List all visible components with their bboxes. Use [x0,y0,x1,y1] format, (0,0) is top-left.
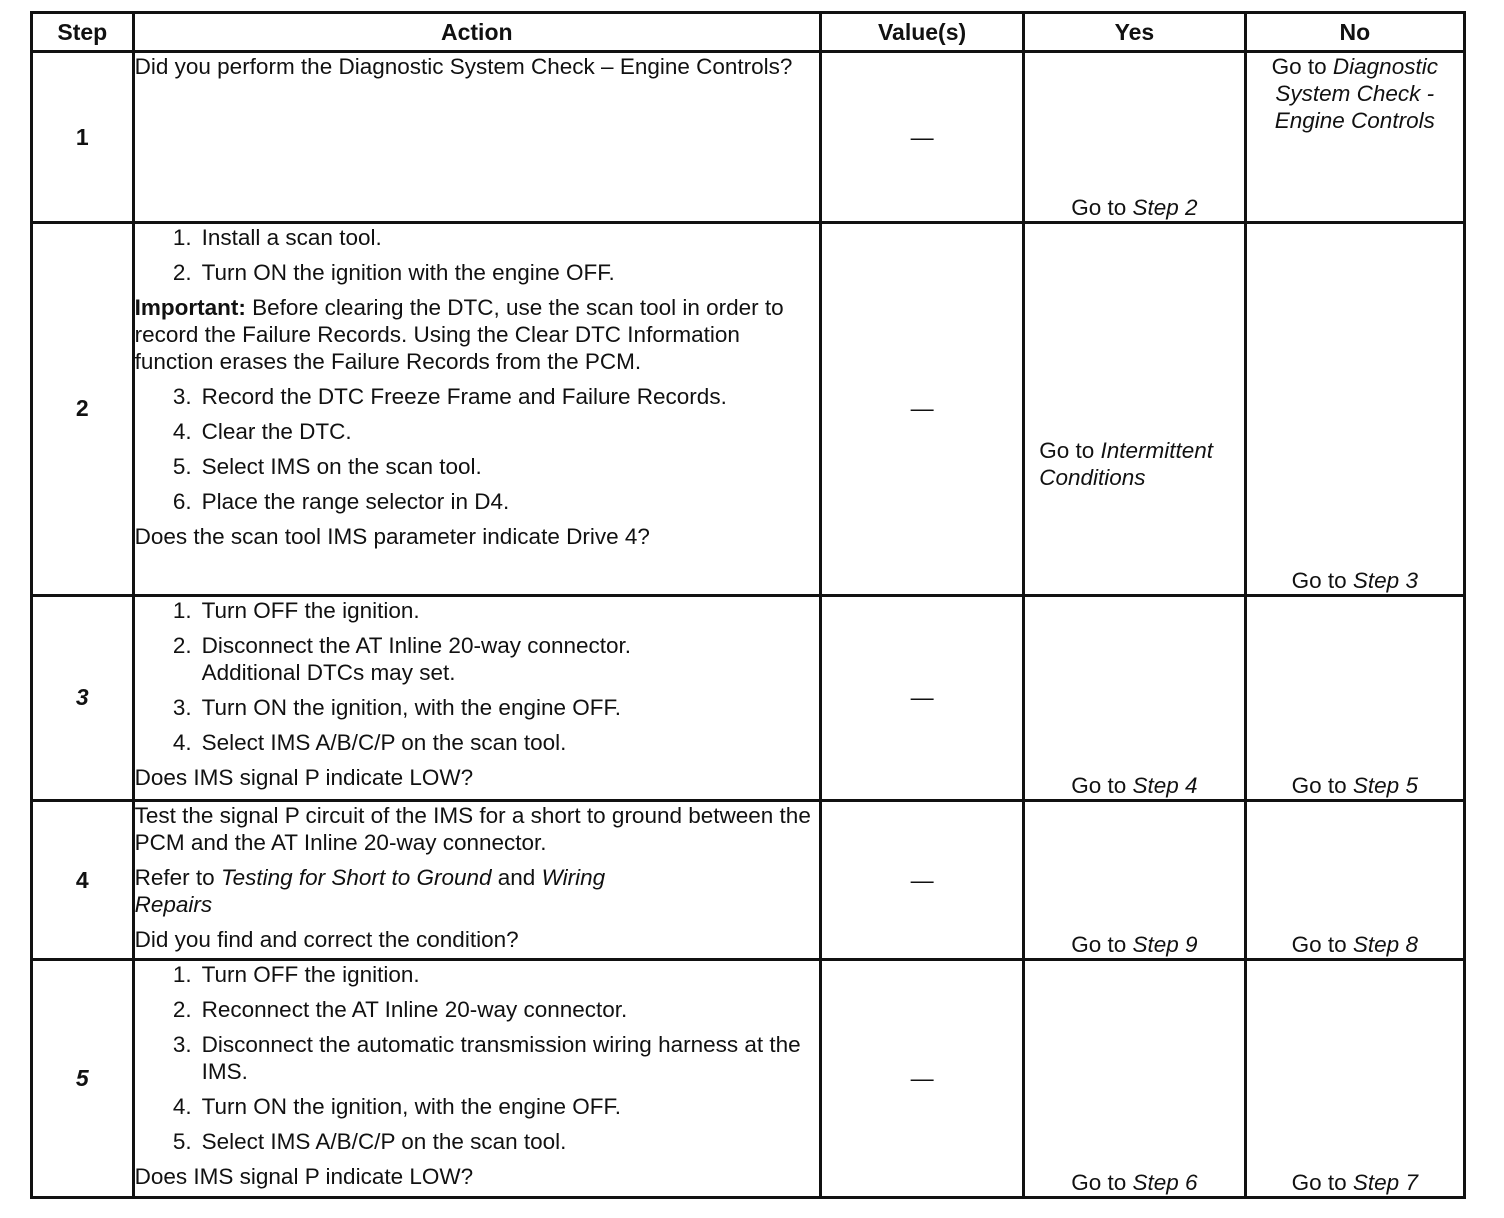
list-item: 4 . Clear the DTC. [135,418,819,445]
value-cell: — [820,960,1023,1198]
header-yes: Yes [1024,13,1245,52]
step-number: 4 [32,801,134,960]
no-cell[interactable] [1245,595,1464,800]
yes-prefix: Go to [1071,932,1127,958]
yes-prefix: Go to [1039,437,1095,463]
no-target-link[interactable]: Step 3 [1352,567,1418,593]
refer-line [135,864,819,918]
refer-link-short-to-ground[interactable]: Testing for Short to Ground [220,865,492,891]
table-row-step-5 [32,960,1465,1198]
list-item: 2 . Reconnect the AT Inline 20-way connector. [135,996,819,1023]
action-question: Did you perform the Diagnostic System Check – Engine Controls? [134,54,793,79]
header-no: No [1245,13,1464,52]
step-number: 2 [32,223,134,596]
yes-cell[interactable] [1024,595,1245,800]
list-item: 1 . Install a scan tool. [135,224,819,251]
table-row-step-3 [32,595,1465,800]
diagnostic-table [30,11,1466,1199]
table-row-step-2 [32,223,1465,596]
no-target-link[interactable]: Diagnostic System Check - Engine Controls [1274,54,1438,133]
header-action: Action [133,13,820,52]
list-item: 2 . Turn ON the ignition with the engine OFF. [135,259,819,286]
yes-target-link[interactable]: Step 6 [1132,1170,1198,1195]
list-item: 3 . Record the DTC Freeze Frame and Failure Records. [135,383,819,410]
step-number: 5 [32,960,134,1198]
list-item: 6 . Place the range selector in D4. [135,488,819,515]
no-prefix: Go to [1291,1170,1347,1195]
action-cell [133,960,820,1198]
header-row [32,13,1465,52]
action-question: Does IMS signal P indicate LOW? [134,764,474,790]
no-cell[interactable] [1245,223,1464,596]
yes-cell[interactable] [1024,223,1245,596]
no-cell[interactable] [1245,801,1464,960]
no-prefix: Go to [1291,567,1347,593]
no-target-link[interactable]: Step 5 [1352,773,1418,799]
yes-cell[interactable] [1024,960,1245,1198]
yes-target-link[interactable]: Intermittent Conditions [1039,437,1214,490]
list-item: 5 . Select IMS on the scan tool. [135,453,819,480]
list-item: 2 . Disconnect the AT Inline 20-way connector. Additional DTCs may set. [135,632,819,686]
action-cell [133,801,820,960]
refer-prefix: Refer to [134,865,215,891]
important-note [135,294,819,375]
yes-prefix: Go to [1071,773,1127,799]
yes-cell[interactable] [1024,801,1245,960]
list-item: 3 . Turn ON the ignition, with the engine OFF. [135,694,819,721]
yes-target-link[interactable]: Step 9 [1132,932,1198,958]
value-cell: — [820,223,1023,596]
list-item: 4 . Turn ON the ignition, with the engine OFF. [135,1093,819,1120]
value-cell: — [820,52,1023,223]
action-cell [133,52,820,223]
no-target-link[interactable]: Step 8 [1352,932,1418,958]
step-number: 3 [32,595,134,800]
list-item: 5 . Select IMS A/B/C/P on the scan tool. [135,1128,819,1155]
important-text: Before clearing the DTC, use the scan tool in order to record the Failure Records. Using the Clear DTC Information function erases the Failure Records from the PCM. [134,295,784,375]
action-question: Does IMS signal P indicate LOW? [134,1164,474,1190]
action-text: Test the signal P circuit of the IMS for a short to ground between the PCM and the AT Inline 20-way connector. [134,803,811,856]
refer-and: and [497,865,536,891]
header-values: Value(s) [820,13,1023,52]
list-item: 4 . Select IMS A/B/C/P on the scan tool. [135,729,819,756]
table-row-step-1 [32,52,1465,223]
no-cell[interactable] [1245,960,1464,1198]
action-question: Did you find and correct the condition? [134,927,519,953]
action-cell [133,595,820,800]
action-question: Does the scan tool IMS parameter indicate Drive 4? [134,524,650,550]
step-number: 1 [32,52,134,223]
yes-prefix: Go to [1071,1170,1127,1195]
important-label: Important: [134,295,246,321]
header-step: Step [32,13,134,52]
value-cell: — [820,801,1023,960]
yes-prefix: Go to [1071,195,1127,221]
table-row-step-4 [32,801,1465,960]
no-prefix: Go to [1271,54,1327,79]
list-item: 3 . Disconnect the automatic transmission wiring harness at the IMS. [135,1031,819,1085]
no-prefix: Go to [1291,773,1347,799]
list-item: 1 . Turn OFF the ignition. [135,597,819,624]
refer-link-wiring-repairs[interactable]: Wiring Repairs [134,865,606,918]
yes-target-link[interactable]: Step 2 [1132,195,1198,221]
no-cell[interactable] [1245,52,1464,223]
list-item: 1 . Turn OFF the ignition. [135,961,819,988]
no-target-link[interactable]: Step 7 [1352,1170,1418,1195]
no-prefix: Go to [1291,932,1347,958]
value-cell: — [820,595,1023,800]
yes-target-link[interactable]: Step 4 [1132,773,1198,799]
yes-cell[interactable] [1024,52,1245,223]
action-cell [133,223,820,596]
